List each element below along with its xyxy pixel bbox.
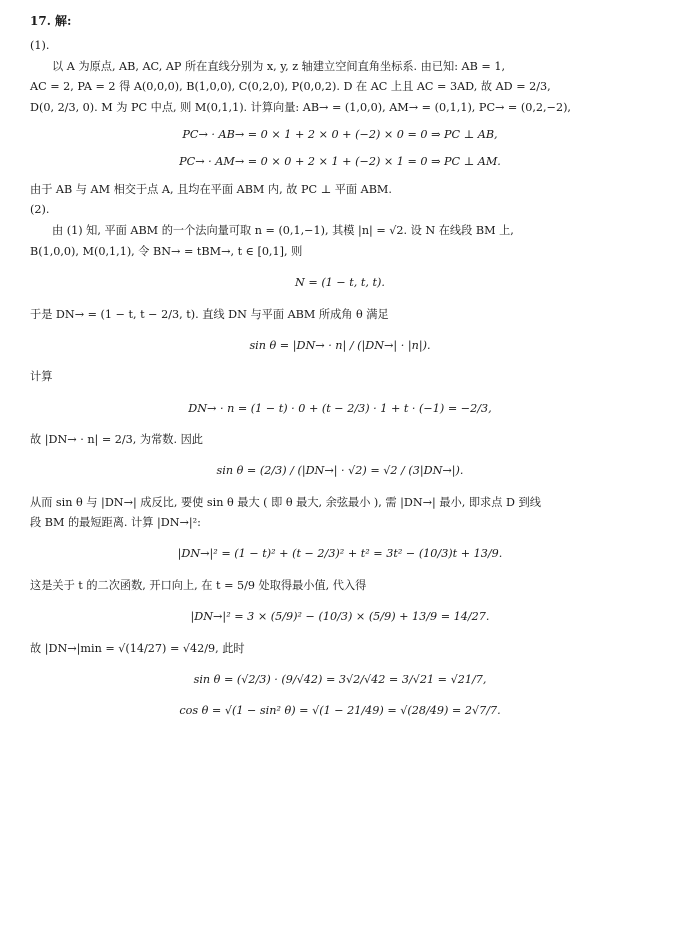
equation-sin-theta-definition: sin θ = |DN→ · n| / (|DN→| · |n|). bbox=[249, 338, 431, 352]
part-2-line-1: 由 (1) 知, 平面 ABM 的一个法向量可取 n = (0,1,−1), 其模 |n| = √2. 设 N 在线段 BM 上, bbox=[52, 224, 514, 238]
part-2-label: (2). bbox=[30, 203, 50, 217]
equation-dn-squared-min: |DN→|² = 3 × (5/9)² − (10/3) × (5/9) + 13/9 = 14/27. bbox=[190, 610, 490, 624]
part-2-compute-label: 计算 bbox=[30, 370, 53, 384]
equation-sin-theta-result: sin θ = (√2/3) · (9/√42) = 3√2/√42 = 3/√21 = √21/7, bbox=[193, 672, 487, 686]
part-2-line-4: 故 |DN→ · n| = 2/3, 为常数. 因此 bbox=[30, 432, 203, 446]
part-1-conclusion: 由于 AB 与 AM 相交于点 A, 且均在平面 ABM 内, 故 PC ⊥ 平面 ABM. bbox=[30, 182, 392, 196]
part-1-setup-line-3: D(0, 2/3, 0). M 为 PC 中点, 则 M(0,1,1). 计算向量: AB→ = (1,0,0), AM→ = (0,1,1), PC→ = (0,2,−2), bbox=[30, 100, 571, 114]
equation-dn-squared: |DN→|² = (1 − t)² + (t − 2/3)² + t² = 3t² − (10/3)t + 13/9. bbox=[177, 547, 503, 561]
part-2-line-5: 从而 sin θ 与 |DN→| 成反比, 要使 sin θ 最大 ( 即 θ 最大, 余弦最小 ), 需 |DN→| 最小, 即求点 D 到线 bbox=[30, 495, 541, 509]
part-2-line-2: B(1,0,0), M(0,1,1), 令 BN→ = tBM→, t ∈ [0,1], 则 bbox=[30, 244, 303, 258]
equation-pc-dot-am: PC→ · AM→ = 0 × 0 + 2 × 1 + (−2) × 1 = 0 ⇒ PC ⊥ AM. bbox=[179, 155, 501, 169]
problem-title: 17. 解: bbox=[30, 14, 72, 28]
equation-n-coordinates: N = (1 − t, t, t). bbox=[295, 276, 385, 290]
part-1-setup-line-1: 以 A 为原点, AB, AC, AP 所在直线分别为 x, y, z 轴建立空间直角坐标系. 由已知: AB = 1, bbox=[52, 59, 506, 73]
part-2-line-3: 于是 DN→ = (1 − t, t − 2/3, t). 直线 DN 与平面 ABM 所成角 θ 满足 bbox=[30, 307, 389, 321]
equation-pc-dot-ab: PC→ · AB→ = 0 × 1 + 2 × 0 + (−2) × 0 = 0 ⇒ PC ⊥ AB, bbox=[182, 128, 498, 142]
solution-document bbox=[30, 12, 650, 734]
part-1-setup-line-2: AC = 2, PA = 2 得 A(0,0,0), B(1,0,0), C(0,2,0), P(0,0,2). D 在 AC 上且 AC = 3AD, 故 AD = 2/3, bbox=[30, 80, 551, 94]
part-2-line-7: 这是关于 t 的二次函数, 开口向上, 在 t = 5/9 处取得最小值, 代入得 bbox=[30, 578, 367, 592]
equation-dn-dot-n: DN→ · n = (1 − t) · 0 + (t − 2/3) · 1 + t · (−1) = −2/3, bbox=[188, 401, 492, 415]
part-1-label: (1). bbox=[30, 38, 50, 52]
part-2-line-8: 故 |DN→|min = √(14/27) = √42/9, 此时 bbox=[30, 641, 245, 655]
part-2-line-6: 段 BM 的最短距离. 计算 |DN→|²: bbox=[30, 516, 201, 530]
equation-cos-theta-result: cos θ = √(1 − sin² θ) = √(1 − 21/49) = √(28/49) = 2√7/7. bbox=[179, 704, 501, 718]
equation-sin-theta-simplified: sin θ = (2/3) / (|DN→| · √2) = √2 / (3|DN→|). bbox=[216, 464, 464, 478]
